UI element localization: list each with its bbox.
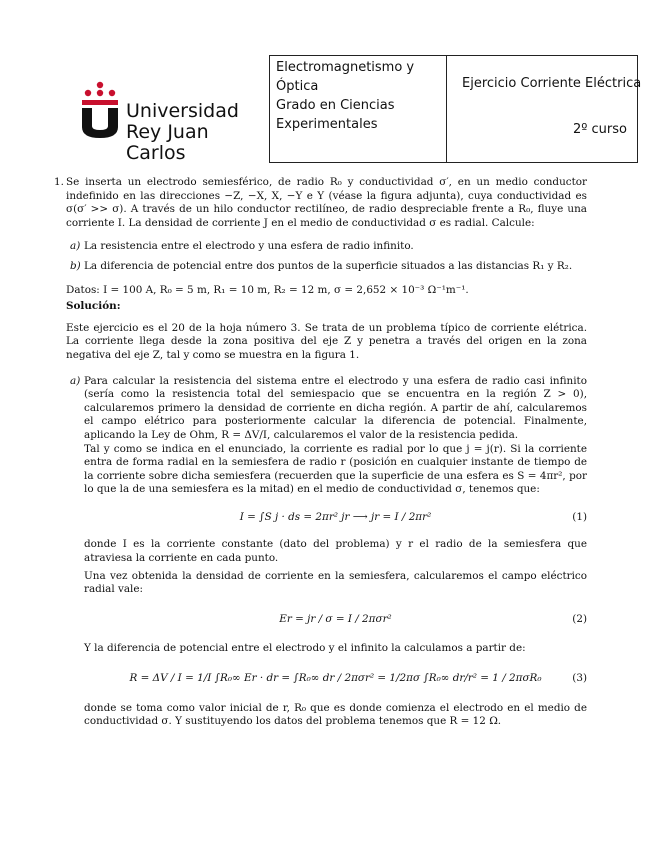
document-header bbox=[71, 55, 642, 164]
problem-number: 1. bbox=[54, 176, 64, 188]
problem-item-a-label: a) bbox=[70, 240, 81, 253]
course-line-1 bbox=[276, 58, 440, 77]
equation-2 bbox=[84, 613, 587, 627]
solution-intro: Este ejercicio es el 20 de la hoja número 3. Se trata de un problema típico de corriente elétrica. La corriente llega desde la zona positiva del eje Z y penetra a través del origen en la zona negativa del eje Z, tal y como se muestra en la figura 1. bbox=[66, 321, 587, 361]
equation-3-text: R = ΔV / I = 1/I ∫R₀∞ Er · dr = ∫R₀∞ dr / 2πσr² = 1/2πσ ∫R₀∞ dr/r² = 1 / 2πσR₀ bbox=[129, 672, 542, 685]
solution-final: donde se toma como valor inicial de r, R₀ que es donde comienza el electrodo en el medio de conductividad σ. Y sustituyendo los datos del problema tenemos que R = 12 Ω. bbox=[84, 701, 587, 728]
equation-1-text: I = ∫S j · ds = 2πr² jr ⟶ jr = I / 2πr² bbox=[239, 510, 432, 523]
solution-heading: Solución: bbox=[66, 300, 121, 313]
equation-2-text: Er = jr / σ = I / 2πσr² bbox=[279, 612, 392, 625]
exercise-title: Ejercicio Corriente Eléctrica bbox=[462, 76, 642, 91]
solution-p3: Una vez obtenida la densidad de corriente en la semiesfera, calcularemos el campo eléctrico radial vale: bbox=[84, 569, 587, 596]
problem-data: Datos: I = 100 A, R₀ = 5 m, R₁ = 10 m, R₂ = 12 m, σ = 2,652 × 10⁻³ Ω⁻¹m⁻¹. bbox=[66, 283, 469, 296]
course-year: 2º curso bbox=[573, 122, 627, 137]
solution-after-eq1: donde I es la corriente constante (dato del problema) y r el radio de la semiesfera que atraviesa la corriente en cada punto. bbox=[84, 538, 587, 565]
urjc-logo-icon bbox=[79, 80, 121, 138]
exercise-cell bbox=[447, 56, 642, 163]
equation-3-number: (3) bbox=[572, 672, 587, 685]
university-logo bbox=[71, 68, 269, 164]
problem-item-a-text: La resistencia entre el electrodo y una esfera de radio infinito. bbox=[84, 240, 414, 253]
university-name bbox=[126, 101, 269, 164]
equation-1-number: (1) bbox=[572, 510, 587, 523]
problem-statement bbox=[54, 176, 587, 230]
course-cell bbox=[270, 56, 447, 163]
university-logo-cell bbox=[71, 56, 270, 163]
problem-statement-text: Se inserta un electrodo semiesférico, de radio R₀ y conductividad σ′, en un medio conductor indefinido en las direcciones −Z, −X, X, −Y e Y (véase la figura adjunta), cuya conductividad es σ(σ′ >> σ). A través de un hilo conductor rectilíneo, de radio despreciable frente a R₀, fluye una corriente I. La densidad de corriente J en el medio de conductividad σ es radial. Calcule: bbox=[66, 176, 587, 229]
university-name-line1: Universidad bbox=[126, 99, 239, 122]
solution-part-a-label: a) bbox=[70, 374, 81, 387]
solution-p4: Y la diferencia de potencial entre el electrodo y el infinito la calculamos a partir de: bbox=[84, 642, 526, 655]
course-line-1-text: Electromagnetismo y bbox=[276, 60, 415, 75]
problem-item-a bbox=[66, 240, 587, 254]
problem-item-b bbox=[66, 260, 587, 274]
solution-part-a bbox=[66, 375, 587, 729]
university-name-line2: Rey Juan Carlos bbox=[126, 120, 209, 164]
problem-item-b-text: La diferencia de potencial entre dos puntos de la superficie situados a las distancias R₁ y R₂. bbox=[84, 259, 573, 272]
problem-item-b-label: b) bbox=[70, 259, 81, 272]
solution-heading-line bbox=[66, 300, 587, 314]
equation-1 bbox=[84, 511, 587, 525]
course-line-3: Grado en Ciencias bbox=[276, 98, 395, 113]
solution-part-a-p2: Tal y como se indica en el enunciado, la corriente es radial por lo que j = j(r). Si la corriente entra de forma radial en la semiesfera de radio r (posición en cualquier instante de tiempo de la corriente sobre dicha semiesfera (recuerden que la superficie de una esfera es S = 4πr², por lo que la de una semiesfera es la mitad) en el medio de conductividad σ, tenemos que: bbox=[84, 442, 587, 496]
equation-2-number: (2) bbox=[572, 612, 587, 625]
course-line-4: Experimentales bbox=[276, 117, 378, 132]
document-body bbox=[54, 176, 587, 729]
equation-3 bbox=[84, 672, 587, 686]
solution-part-a-p1: Para calcular la resistencia del sistema entre el electrodo y una esfera de radio casi infinito (sería como la resistencia total del semiespacio que se encuentra en la región Z > 0), calcularemos primero la densidad de corriente en dicha región. A partir de ahí, calcularemos el campo elétrico para posteriormente calcular la diferencia de potencial. Finalmente, aplicando la Ley de Ohm, R = ΔV/I, calcularemos el valor de la resistencia pedida. bbox=[84, 374, 587, 441]
course-line-2: Óptica bbox=[276, 79, 319, 94]
